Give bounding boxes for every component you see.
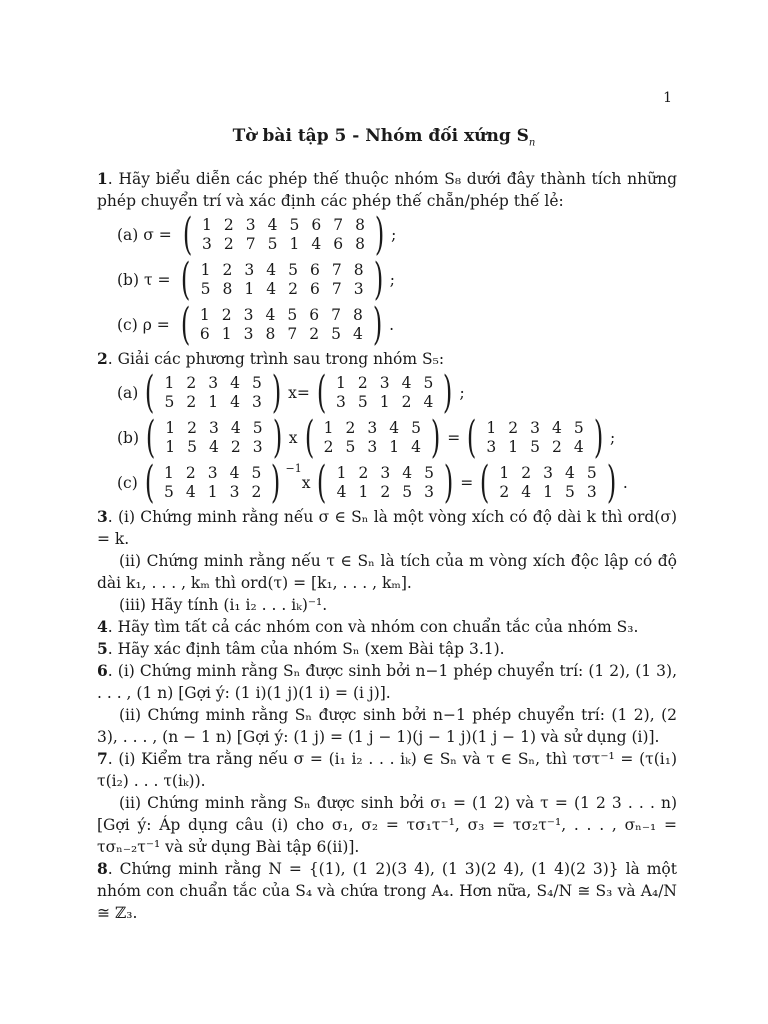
punctuation: ; [609,429,616,447]
variable: x [301,474,311,492]
matrix-entry: 2 [187,419,197,437]
exercise-number: 5 [97,639,108,658]
matrix-entry: 7 [245,235,256,253]
matrix-entry: 1 [499,464,510,482]
matrix-entry: 5 [357,393,368,411]
exercise-text: . Chứng minh rằng N = {(1), (1 2)(3 4), (1 3)(2 4), (1 4)(2 3)} là một nhóm con chuẩn tắc của S₄ và chứa trong A₄. Hơn nữa, S₄/N ≅ S₃ và A₄/N ≅ ℤ₃. [97,860,677,922]
matrix-entry: 4 [411,438,422,456]
matrix-entry: 1 [486,419,497,437]
exercise-number: 8 [97,859,108,878]
permutation-matrix [179,209,388,260]
permutation-matrix [313,367,457,418]
matrix-bottom-row [159,393,268,412]
exercise-2-item-b [97,412,677,463]
matrix-entry: 1 [208,393,219,411]
matrix-top-row [480,419,589,438]
matrix-entry: 8 [355,216,365,234]
exercise-3-ii: (ii) Chứng minh rằng nếu τ ∈ Sₙ là tích của m vòng xích độc lập có độ dài k₁, . . . , kₘ thì ord(τ) = [k₁, . . . , kₘ]. [97,552,677,592]
left-paren: ( [145,412,156,463]
exercise-number: 7 [97,749,108,768]
matrix-entry: 4 [229,464,240,482]
right-paren: ) [593,412,604,463]
matrix-entry: 7 [333,216,344,234]
matrix-entry: 5 [163,483,174,501]
left-paren: ( [182,209,193,260]
exercise-2-item-a [97,367,677,418]
matrix-bottom-row [331,483,440,502]
matrix-entry: 1 [163,464,174,482]
matrix-top-row [159,374,268,393]
matrix-entry: 3 [335,393,346,411]
exercise-3-iii: (iii) Hãy tính (i₁ i₂ . . . iₖ)⁻¹. [119,596,328,614]
exercise-7-i [97,748,677,792]
exercise-5 [97,638,677,660]
matrix-entry: 1 [200,261,211,279]
matrix-entry: 5 [164,393,175,411]
matrix-top-row [318,419,427,438]
matrix-top-row [158,464,267,483]
matrix-entry: 5 [200,280,211,298]
variable: x [288,429,298,447]
exercise-1 [97,168,677,212]
matrix-entry: 6 [309,306,320,324]
left-paren: ( [144,457,155,508]
right-paren: ) [271,367,282,418]
matrix-entry: 5 [564,483,575,501]
permutation-matrix [141,367,285,418]
right-paren: ) [272,412,282,463]
matrix-entry: 3 [243,306,254,324]
left-paren: ( [145,367,155,418]
exercise-2 [97,348,677,370]
matrix-entry: 5 [289,216,300,234]
exercise-text: . (i) Kiểm tra rằng nếu σ = (i₁ i₂ . . . iₖ) ∈ Sₙ và τ ∈ Sₙ, thì τστ⁻¹ = (τ(i₁) τ(i₂) . . . τ(iₖ)). [97,750,677,790]
matrix-bottom-row [196,235,371,254]
matrix-entry: 2 [323,438,334,456]
matrix-entry: 2 [345,419,356,437]
matrix-entry: 4 [185,483,196,501]
matrix-entry: 4 [230,393,241,411]
matrix-entry: 3 [243,325,254,343]
matrix-entry: 3 [208,374,219,392]
exercise-text: . (i) Chứng minh rằng nếu σ ∈ Sₙ là một vòng xích có độ dài k thì ord(σ) = k. [97,508,677,548]
matrix-entry: 1 [221,325,232,343]
matrix-entry: 4 [266,280,277,298]
page-title [0,126,768,148]
exercise-1-item [97,254,677,305]
item-label: (c) ρ = [117,316,170,334]
right-paren: ) [374,209,385,260]
matrix-entry: 5 [345,438,356,456]
right-paren: ) [443,457,454,508]
matrix-entry: 2 [251,483,262,501]
matrix-entry: 5 [287,306,298,324]
matrix-entry: 4 [265,306,276,324]
matrix-entry: 1 [335,374,346,392]
exercise-text: . Giải các phương trình sau trong nhóm S₅: [107,350,445,368]
matrix-entry: 7 [331,306,342,324]
exercise-1-item [97,209,677,260]
matrix-entry: 3 [380,464,391,482]
permutation-matrix [476,457,620,508]
matrix-entry: 5 [252,419,263,437]
matrix-entry: 5 [573,419,584,437]
matrix-entry: 6 [311,216,322,234]
matrix-entry: 1 [389,438,400,456]
matrix-bottom-row [195,280,370,299]
matrix-entry: 1 [199,306,210,324]
exercise-list [97,168,677,924]
matrix-bottom-row [480,438,589,457]
matrix-top-row [331,464,440,483]
matrix-bottom-row [158,483,267,502]
item-label: (a) σ = [117,226,172,244]
matrix-entry: 2 [401,393,412,411]
matrix-entry: 3 [367,419,378,437]
item-label: (b) τ = [117,271,171,289]
matrix-entry: 4 [401,374,412,392]
matrix-entry: 1 [379,393,390,411]
right-paren: ) [372,299,383,350]
punctuation: ; [391,226,397,244]
matrix-entry: 3 [530,419,541,437]
matrix-entry: 2 [380,483,391,501]
matrix-entry: 2 [288,280,298,298]
matrix-entry: 2 [357,374,368,392]
punctuation: . [622,474,628,492]
matrix-top-row [196,216,371,235]
equals: = [460,474,474,492]
right-paren: ) [373,254,383,305]
matrix-entry: 2 [223,216,234,234]
matrix-entry: 3 [543,464,553,482]
matrix-entry: 3 [244,261,255,279]
matrix-bottom-row [493,483,602,502]
right-paren: ) [443,367,453,418]
matrix-entry: 4 [311,235,322,253]
matrix-bottom-row [330,393,439,412]
exercise-text: . (i) Chứng minh rằng Sₙ được sinh bởi n−1 phép chuyển trí: (1 2), (1 3), . . . , (1 n) [Gợi ý: (1 i)(1 j)(1 i) = (i j)]. [97,662,677,702]
matrix-entry: 5 [423,374,434,392]
page-number: 1 [663,90,672,106]
matrix-entry: 5 [331,325,342,343]
matrix-entry: 8 [353,261,364,279]
exercise-text: . Hãy tìm tất cả các nhóm con và nhóm con chuẩn tắc của nhóm S₃. [107,618,639,636]
item-label: (c) [117,474,138,492]
matrix-entry: 2 [230,438,241,456]
matrix-entry: 8 [353,306,363,324]
matrix-entry: 4 [564,464,575,482]
matrix-top-row [195,261,370,280]
permutation-matrix [313,457,457,508]
left-paren: ( [467,412,477,463]
matrix-entry: 6 [333,235,344,253]
exercise-4 [97,616,677,638]
matrix-entry: 7 [287,325,298,343]
matrix-entry: 7 [331,280,342,298]
matrix-entry: 5 [402,483,413,501]
matrix-entry: 3 [208,419,219,437]
matrix-entry: 3 [245,216,256,234]
exercise-text: . Hãy xác định tâm của nhóm Sₙ (xem Bài tập 3.1). [107,640,505,658]
matrix-entry: 1 [543,483,553,501]
matrix-entry: 2 [309,325,320,343]
permutation-matrix [177,254,386,305]
punctuation: ; [389,271,396,289]
matrix-entry: 3 [586,483,597,501]
matrix-entry: 5 [267,235,278,253]
exercise-6-ii: (ii) Chứng minh rằng Sₙ được sinh bởi n−1 phép chuyển trí: (1 2), (2 3), . . . , (n − 1 n) [Gợi ý: (1 j) = (1 j − 1)(j − 1 j)(1 j − 1) và sử dụng (i)]. [97,706,677,746]
matrix-entry: 2 [185,464,196,482]
matrix-entry: 2 [521,464,532,482]
matrix-entry: 4 [230,374,241,392]
matrix-entry: 1 [323,419,334,437]
matrix-top-row [159,419,268,438]
matrix-top-row [194,306,369,325]
left-paren: ( [317,457,327,508]
matrix-entry: 5 [586,464,597,482]
title-text: Tờ bài tập 5 - Nhóm đối xứng S [232,126,529,146]
item-label: (b) [117,429,140,447]
matrix-entry: 4 [353,325,363,343]
exercise-2-item-c [97,457,677,508]
left-paren: ( [180,299,191,350]
matrix-entry: 6 [309,261,320,279]
matrix-entry: 5 [252,374,262,392]
permutation-matrix [177,299,386,350]
exercise-3-i [97,506,677,550]
title-subscript: n [528,137,536,149]
exercise-1-items [97,209,677,350]
matrix-entry: 1 [289,235,300,253]
matrix-entry: 1 [336,464,347,482]
matrix-entry: 1 [165,419,176,437]
matrix-entry: 5 [530,438,541,456]
matrix-entry: 4 [402,464,413,482]
variable: x [288,384,297,402]
matrix-entry: 8 [355,235,365,253]
exercise-number: 6 [97,661,108,680]
matrix-entry: 4 [389,419,400,437]
matrix-entry: 1 [244,280,255,298]
matrix-entry: 5 [288,261,298,279]
exercise-number: 1 [97,169,108,188]
exercise-number: 3 [97,507,108,526]
exercise-text: . Hãy biểu diễn các phép thế thuộc nhóm S₈ dưới đây thành tích những phép chuyển trí và xác định các phép thế chẵn/phép thế lẻ: [97,170,677,210]
exercise-7-ii: (ii) Chứng minh rằng Sₙ được sinh bởi σ₁ = (1 2) và τ = (1 2 3 . . . n) [Gợi ý: Áp dụng câu (i) cho σ₁, σ₂ = τσ₁τ⁻¹, σ₃ = τσ₂τ⁻¹, . . . , σₙ₋₁ = τσₙ₋₂τ⁻¹ và sử dụng Bài tập 6(ii)]. [97,794,677,856]
matrix-entry: 4 [521,483,532,501]
exercise-1-item [97,299,677,350]
exercise-6-i [97,660,677,704]
item-label: (a) [117,384,139,402]
left-paren: ( [181,254,191,305]
punctuation: . [389,316,395,334]
matrix-entry: 2 [552,438,562,456]
permutation-matrix [141,457,285,508]
matrix-entry: 3 [353,280,364,298]
left-paren: ( [304,412,314,463]
matrix-top-row [330,374,439,393]
matrix-entry: 3 [252,393,262,411]
matrix-entry: 2 [221,306,232,324]
matrix-entry: 3 [379,374,390,392]
matrix-entry: 2 [223,235,234,253]
matrix-entry: 4 [230,419,241,437]
exercise-number: 4 [97,617,108,636]
punctuation: ; [459,384,465,402]
matrix-entry: 1 [201,216,212,234]
left-paren: ( [316,367,327,418]
matrix-entry: 2 [508,419,519,437]
equals: = [296,384,310,402]
matrix-entry: 5 [411,419,422,437]
matrix-bottom-row [194,325,369,344]
matrix-entry: 2 [186,393,197,411]
matrix-entry: 1 [508,438,519,456]
permutation-matrix [463,412,607,463]
left-paren: ( [480,457,490,508]
matrix-entry: 8 [265,325,276,343]
matrix-bottom-row [318,438,427,457]
matrix-entry: 4 [423,393,434,411]
matrix-entry: 8 [222,280,233,298]
matrix-entry: 3 [252,438,263,456]
matrix-bottom-row [159,438,268,457]
matrix-entry: 4 [336,483,347,501]
matrix-entry: 2 [186,374,197,392]
inverse-exponent: −1 [285,462,302,475]
matrix-entry: 2 [358,464,369,482]
matrix-entry: 3 [424,483,435,501]
matrix-entry: 5 [187,438,197,456]
matrix-entry: 1 [165,438,176,456]
matrix-entry: 3 [207,464,218,482]
exercise-number: 2 [97,349,108,368]
matrix-entry: 1 [358,483,369,501]
right-paren: ) [430,412,441,463]
matrix-entry: 5 [424,464,435,482]
right-paren: ) [271,457,281,508]
matrix-entry: 4 [266,261,277,279]
exercise-2-items [97,367,677,508]
right-paren: ) [606,457,617,508]
matrix-entry: 3 [367,438,378,456]
matrix-entry: 3 [201,235,212,253]
matrix-entry: 4 [573,438,584,456]
matrix-entry: 6 [199,325,210,343]
matrix-entry: 4 [552,419,562,437]
matrix-entry: 3 [229,483,240,501]
matrix-entry: 4 [267,216,278,234]
equals: = [447,429,461,447]
exercise-8 [97,858,677,924]
permutation-matrix [301,412,445,463]
matrix-entry: 5 [251,464,262,482]
matrix-entry: 2 [499,483,510,501]
matrix-entry: 3 [486,438,497,456]
matrix-entry: 1 [207,483,218,501]
matrix-entry: 7 [331,261,342,279]
matrix-entry: 6 [309,280,320,298]
matrix-entry: 1 [164,374,175,392]
permutation-matrix [142,412,286,463]
matrix-entry: 2 [222,261,233,279]
matrix-entry: 4 [208,438,219,456]
matrix-top-row [493,464,602,483]
